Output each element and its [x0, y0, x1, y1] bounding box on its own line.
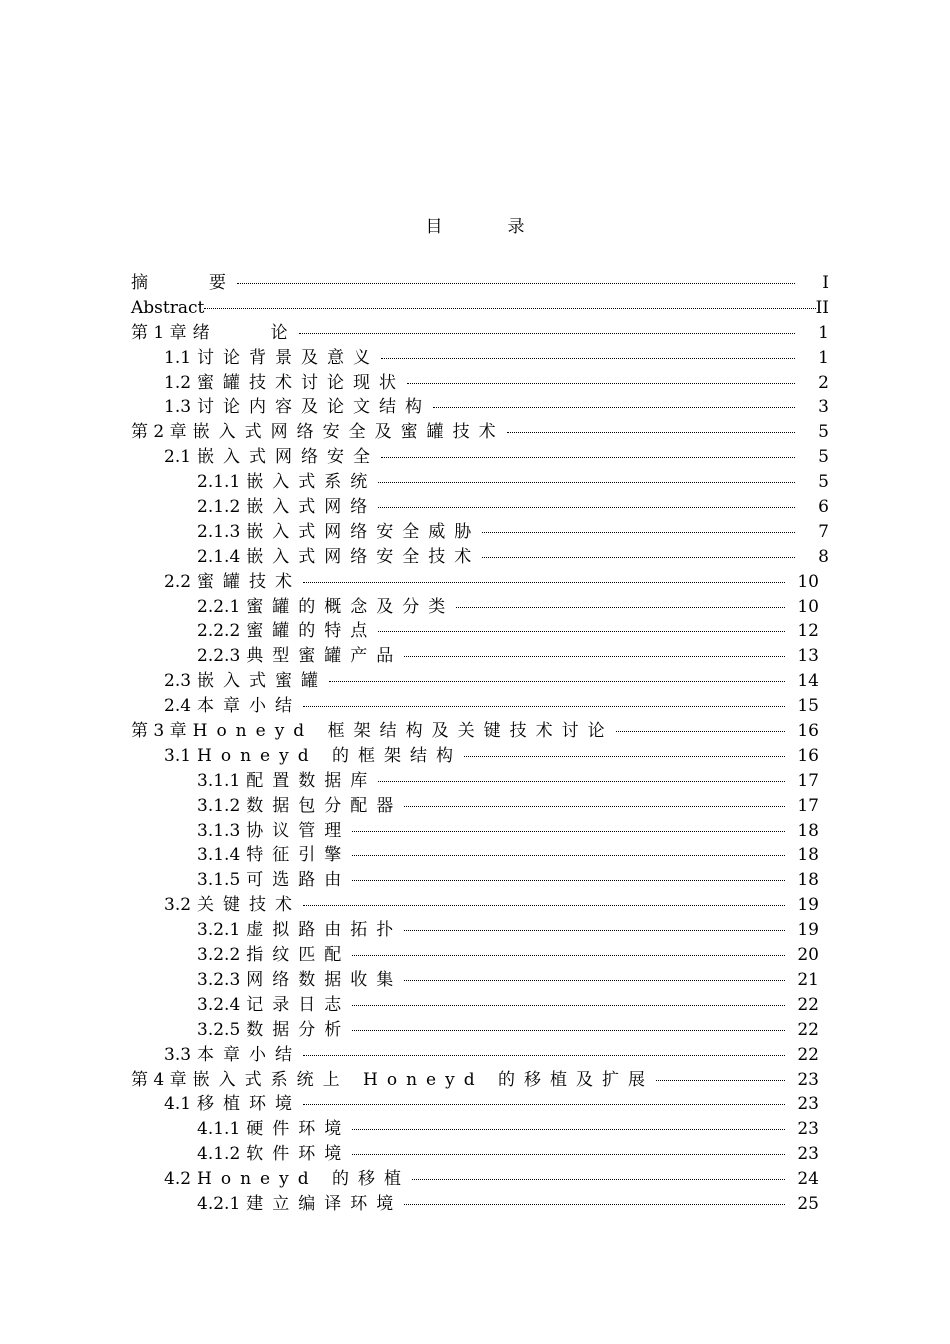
toc-entry-number: 4.1.1 — [197, 1119, 241, 1140]
toc-entry[interactable] — [131, 296, 829, 321]
toc-entry-number: 3.1.1 — [197, 770, 241, 791]
toc-entry-page: 17 — [797, 770, 819, 791]
toc-entry-number: 2.1.4 — [197, 546, 241, 567]
toc-entry[interactable] — [131, 893, 829, 918]
dot-leader — [381, 457, 795, 458]
dot-leader — [507, 432, 795, 433]
toc-entry-page: 2 — [818, 372, 829, 393]
toc-entry-title: Honeyd 的框架结构 — [197, 745, 463, 766]
toc-entry-page: 18 — [797, 845, 819, 866]
toc-entry-number: 1.2 — [164, 372, 192, 393]
toc-entry-title: 本章小结 — [197, 696, 302, 717]
toc-entry-page: 23 — [797, 1094, 819, 1115]
toc-entry[interactable] — [131, 595, 829, 620]
toc-entry-number: 2.2 — [164, 571, 192, 592]
toc-entry-number: 2.2.3 — [197, 646, 241, 667]
dot-leader — [352, 1005, 785, 1006]
dot-leader — [303, 582, 785, 583]
toc-entry-number: 3.1 — [164, 745, 192, 766]
toc-entry-title: 特征引擎 — [246, 845, 351, 866]
toc-entry-page: 3 — [818, 397, 829, 418]
toc-entry-number: 2.1.3 — [197, 521, 241, 542]
toc-entry[interactable] — [131, 520, 829, 545]
toc-entry-title: 嵌入式网络安全技术 — [246, 546, 481, 567]
toc-entry[interactable] — [131, 346, 829, 371]
toc-entry-number: 2.3 — [164, 671, 192, 692]
toc-entry-page: 22 — [797, 1019, 819, 1040]
dot-leader — [237, 283, 795, 284]
toc-entry-page: 22 — [797, 1044, 819, 1065]
toc-entry-page: 18 — [797, 870, 819, 891]
toc-entry-page: 14 — [797, 671, 819, 692]
toc-entry-title: 配置数据库 — [246, 770, 377, 791]
toc-entry-number: 2.1.1 — [197, 472, 241, 493]
dot-leader — [433, 407, 795, 408]
toc-entry[interactable] — [131, 943, 829, 968]
toc-entry-number: 3.1.3 — [197, 820, 241, 841]
toc-entry-page: 19 — [797, 920, 819, 941]
toc-entry-title: 关键技术 — [197, 895, 302, 916]
toc-entry-title: 摘 要 — [131, 273, 235, 293]
toc-entry-page: 6 — [818, 497, 829, 518]
toc-entry-number: 4.2 — [164, 1169, 192, 1190]
toc-entry[interactable] — [131, 395, 829, 420]
toc-entry-number: 3.2.5 — [197, 1019, 241, 1040]
dot-leader — [204, 308, 815, 309]
toc-entry-number: 第 4 章 — [131, 1069, 187, 1090]
toc-entry-title: 数据包分配器 — [246, 795, 403, 816]
dot-leader — [616, 731, 785, 732]
toc-entry-number: 3.1.5 — [197, 870, 241, 891]
dot-leader — [299, 333, 795, 334]
page-title: 目 录 — [425, 217, 549, 237]
dot-leader — [303, 905, 785, 906]
toc-entry-title: 嵌入式网络安全及蜜罐技术 — [192, 422, 505, 443]
toc-entry-title: 蜜罐的概念及分类 — [246, 596, 455, 617]
toc-entry-title: 嵌入式系统上 Honeyd 的移植及扩展 — [192, 1069, 654, 1090]
toc-entry-page: 22 — [797, 994, 819, 1015]
toc-entry[interactable] — [131, 1192, 829, 1217]
toc-entry-title: 硬件环境 — [246, 1119, 351, 1140]
dot-leader — [407, 383, 795, 384]
dot-leader — [404, 1204, 785, 1205]
toc-entry-page: 20 — [797, 945, 819, 966]
toc-entry[interactable] — [131, 644, 829, 669]
toc-entry-page: 19 — [797, 895, 819, 916]
toc-entry-page: II — [815, 297, 829, 318]
toc-entry-title: 嵌入式蜜罐 — [197, 671, 328, 692]
toc-entry-title: 移植环境 — [197, 1094, 302, 1115]
toc-entry-number: 2.1.2 — [197, 497, 241, 518]
toc-entry-title: 蜜罐技术 — [197, 571, 302, 592]
dot-leader — [378, 631, 785, 632]
toc-entry-number: 1.3 — [164, 397, 192, 418]
dot-leader — [352, 880, 785, 881]
toc-entry-page: 24 — [797, 1169, 819, 1190]
toc-entry[interactable] — [131, 843, 829, 868]
toc-entry[interactable] — [131, 1043, 829, 1068]
toc-entry-title: 建立编译环境 — [246, 1193, 403, 1214]
toc-entry-title: 嵌入式网络安全威胁 — [246, 521, 481, 542]
toc-entry-title: 讨论背景及意义 — [197, 347, 380, 368]
toc-entry-number: 2.2.1 — [197, 596, 241, 617]
toc-entry-page: 16 — [797, 721, 819, 742]
toc-entry[interactable] — [131, 694, 829, 719]
toc-entry-title: 蜜罐技术讨论现状 — [197, 372, 406, 393]
toc-entry[interactable] — [131, 769, 829, 794]
toc-entry-page: 1 — [818, 347, 829, 368]
toc-entry-number: 第 2 章 — [131, 422, 187, 443]
toc-entry-title: 可选路由 — [246, 870, 351, 891]
toc-entry-page: 17 — [797, 795, 819, 816]
dot-leader — [352, 831, 785, 832]
toc-entry-number: 3.2.3 — [197, 969, 241, 990]
dot-leader — [303, 706, 785, 707]
toc-entry[interactable] — [131, 420, 829, 445]
toc-entry[interactable] — [131, 819, 829, 844]
table-of-contents — [131, 271, 829, 1217]
toc-entry[interactable] — [131, 545, 829, 570]
toc-entry-number: 3.2.4 — [197, 994, 241, 1015]
toc-entry[interactable] — [131, 868, 829, 893]
toc-entry-title: 虚拟路由拓扑 — [246, 920, 403, 941]
toc-entry[interactable] — [131, 1167, 829, 1192]
dot-leader — [303, 1055, 785, 1056]
toc-entry-page: 18 — [797, 820, 819, 841]
toc-entry[interactable] — [131, 744, 829, 769]
toc-entry-page: 10 — [797, 596, 819, 617]
toc-entry[interactable] — [131, 321, 829, 346]
dot-leader — [404, 656, 785, 657]
toc-entry-title: Honeyd 框架结构及关键技术讨论 — [192, 721, 614, 742]
toc-entry-number: 3.2.1 — [197, 920, 241, 941]
toc-entry-title: 协议管理 — [246, 820, 351, 841]
toc-entry-title: 本章小结 — [197, 1044, 302, 1065]
dot-leader — [482, 557, 795, 558]
toc-entry[interactable] — [131, 1068, 829, 1093]
toc-entry-number: 1.1 — [164, 347, 192, 368]
dot-leader — [303, 1104, 785, 1105]
toc-entry-title: 典型蜜罐产品 — [246, 646, 403, 667]
toc-entry-title: 蜜罐的特点 — [246, 621, 377, 642]
toc-entry-number: 3.3 — [164, 1044, 192, 1065]
toc-entry-page: 5 — [818, 472, 829, 493]
toc-entry-page: 12 — [797, 621, 819, 642]
toc-entry-number: 3.1.2 — [197, 795, 241, 816]
toc-entry-title: 嵌入式网络 — [246, 497, 377, 518]
toc-entry-number: 2.2.2 — [197, 621, 241, 642]
toc-entry-number: 3.1.4 — [197, 845, 241, 866]
dot-leader — [352, 1154, 785, 1155]
toc-entry-number: 2.4 — [164, 696, 192, 717]
toc-entry-page: 13 — [797, 646, 819, 667]
toc-entry-title: Abstract — [131, 297, 205, 318]
toc-entry-title: 指纹匹配 — [246, 945, 351, 966]
toc-entry[interactable] — [131, 669, 829, 694]
toc-entry[interactable] — [131, 470, 829, 495]
dot-leader — [352, 1030, 785, 1031]
toc-entry-number: 4.2.1 — [197, 1193, 241, 1214]
toc-entry-number: 4.1 — [164, 1094, 192, 1115]
dot-leader — [352, 855, 785, 856]
toc-entry[interactable] — [131, 1018, 829, 1043]
toc-entry[interactable] — [131, 794, 829, 819]
toc-entry[interactable] — [131, 993, 829, 1018]
toc-entry[interactable] — [131, 719, 829, 744]
toc-entry[interactable] — [131, 1142, 829, 1167]
dot-leader — [352, 1129, 785, 1130]
toc-entry-title: 数据分析 — [246, 1019, 351, 1040]
toc-entry-page: I — [822, 273, 829, 293]
toc-entry-page: 23 — [797, 1144, 819, 1165]
toc-entry-number: 第 1 章 — [131, 322, 187, 343]
toc-entry-page: 23 — [797, 1069, 819, 1090]
toc-entry-title: 绪 论 — [192, 322, 297, 343]
toc-entry-page: 1 — [818, 322, 829, 343]
dot-leader — [378, 781, 785, 782]
toc-entry-page: 5 — [818, 422, 829, 443]
toc-entry-title: 嵌入式网络安全 — [197, 447, 380, 468]
toc-entry-number: 第 3 章 — [131, 721, 187, 742]
toc-entry[interactable] — [131, 495, 829, 520]
toc-entry-number: 3.2.2 — [197, 945, 241, 966]
dot-leader — [404, 806, 785, 807]
toc-entry-title: Honeyd 的移植 — [197, 1169, 411, 1190]
dot-leader — [412, 1179, 785, 1180]
toc-entry[interactable] — [131, 1117, 829, 1142]
dot-leader — [482, 532, 795, 533]
toc-entry-page: 5 — [818, 447, 829, 468]
toc-entry-title: 软件环境 — [246, 1144, 351, 1165]
toc-entry[interactable] — [131, 445, 829, 470]
dot-leader — [656, 1080, 785, 1081]
toc-entry-page: 25 — [797, 1193, 819, 1214]
toc-entry-page: 16 — [797, 745, 819, 766]
dot-leader — [404, 980, 785, 981]
toc-entry[interactable] — [131, 1092, 829, 1117]
dot-leader — [404, 930, 785, 931]
dot-leader — [352, 955, 785, 956]
toc-entry[interactable] — [131, 918, 829, 943]
toc-entry-page: 21 — [797, 969, 819, 990]
toc-entry-page: 7 — [818, 521, 829, 542]
toc-entry-page: 8 — [818, 546, 829, 567]
toc-entry-page: 23 — [797, 1119, 819, 1140]
toc-entry-title: 讨论内容及论文结构 — [197, 397, 432, 418]
toc-entry[interactable] — [131, 968, 829, 993]
dot-leader — [464, 756, 785, 757]
toc-entry[interactable] — [131, 570, 829, 595]
toc-entry-page: 15 — [797, 696, 819, 717]
toc-entry-number: 2.1 — [164, 447, 192, 468]
toc-entry-number: 3.2 — [164, 895, 192, 916]
toc-entry[interactable] — [131, 371, 829, 396]
toc-entry[interactable] — [131, 619, 829, 644]
dot-leader — [381, 358, 795, 359]
toc-entry-title: 记录日志 — [246, 994, 351, 1015]
dot-leader — [456, 607, 785, 608]
dot-leader — [378, 507, 795, 508]
toc-entry-title: 嵌入式系统 — [246, 472, 377, 493]
dot-leader — [378, 482, 795, 483]
dot-leader — [329, 681, 785, 682]
toc-entry-number: 4.1.2 — [197, 1144, 241, 1165]
toc-entry-page: 10 — [797, 571, 819, 592]
toc-entry[interactable] — [131, 271, 829, 296]
toc-entry-title: 网络数据收集 — [246, 969, 403, 990]
